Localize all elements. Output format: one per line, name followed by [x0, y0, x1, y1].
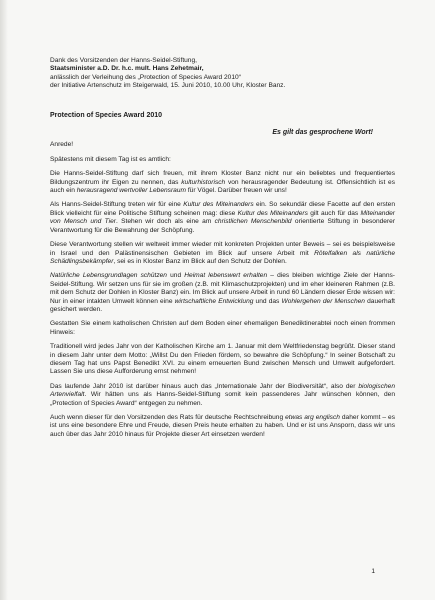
- text-span: Die Hanns-Seidel-Stiftung darf sich freuen, mit ihrem Kloster Banz nicht nur ein beliebtes und frequentiertes Bildungszentrum ihr Eigen zu nennen, das: [50, 170, 395, 186]
- header-line-2: Staatsminister a.D. Dr. h.c. mult. Hans Zehetmair,: [50, 65, 204, 73]
- italic-span: kulturhistorisch: [181, 178, 226, 186]
- text-span: . Wir hätten uns als Hanns-Seidel-Stiftung somit kein passenderes Jahr wünschen können, den „Protection of Species Award“ entgegen zu nehmen.: [50, 391, 395, 407]
- header-line-4: der Initiative Artenschutz im Steigerwald, 15. Juni 2010, 10.00 Uhr, Kloster Banz.: [50, 82, 286, 90]
- italic-span: etwas arg englisch: [285, 414, 340, 421]
- italic-span: christlichen Menschenbild: [214, 218, 292, 226]
- italic-span: wirtschaftliche Entwicklung: [174, 297, 254, 305]
- text-span: dauerhaft gesichert werden.: [50, 297, 395, 313]
- paragraph-2: [50, 170, 395, 195]
- paragraph-9: [50, 414, 395, 439]
- text-span: . Stehen wir doch als eine am: [115, 218, 215, 226]
- award-title: Protection of Species Award 2010: [50, 111, 163, 119]
- text-span: ein. So sekundär diese Facette auf den ersten Blick vielleicht für eine Politische Stiftung scheinen mag: diese: [50, 201, 395, 217]
- text-span: – dies bleiben wichtige Ziele der Hanns-Seidel-Stiftung. Wir setzen uns für sie im großen (z.B. mit Klimaschutzprojekten) und im eher kleineren Rahmen (z.B. mit dem Schutz der Dohlen in Kloster Banz) ein. Im Blick auf unsere Arbeit in rund 60 Ländern dieser Erde wissen wir: Nur in einer intakten Umwelt können eine: [50, 272, 396, 305]
- text-span: Diese Verantwortung stellen wir weltweit immer wieder mit konkreten Projekten unter Beweis – sei es beispielsweise in Israel und den Palästinensischen Gebieten im Blick auf unsere Arbeit mit: [50, 241, 395, 257]
- paragraph-1: Spätestens mit diesem Tag ist es amtlich:: [50, 155, 171, 163]
- paragraph-4: [50, 241, 395, 266]
- paragraph-7: Traditionell wird jedes Jahr von der Katholischen Kirche am 1. Januar mit dem Weltfriedenstag begrüßt. Dieser stand in diesem Jahr unter dem Motto: „Willst Du den Frieden fördern, so bewahre die Schöpfung.“ In seiner Botschaft zu diesem Tag hat uns Papst Benedikt XVI. zu einem erneuerten Bund zwischen Mensch und Umwelt aufgefordert. Lassen Sie uns diese Aufforderung ernst nehmen!: [50, 343, 395, 376]
- italic-span: Kultur des Miteinanders: [183, 201, 254, 209]
- paragraph-8: [50, 383, 395, 408]
- page-number: 1: [371, 567, 375, 575]
- text-span: daher kommt – es ist uns eine besondere Ehre und Freude, diesen Preis heute erhalten zu haben. Und er ist uns Ansporn, dass wir uns auch über das Jahr 2010 hinaus für Projekte dieser Art einsetzen werden!: [50, 414, 395, 438]
- italic-span: biologischen Artenvielfalt: [50, 382, 395, 399]
- text-span: Als Hanns-Seidel-Stiftung treten wir für eine: [50, 201, 184, 209]
- text-span: , sei es in Kloster Banz im Blick auf den Schutz der Dohlen.: [113, 257, 287, 265]
- text-span: gilt auch für das: [307, 209, 361, 217]
- text-span: Auch wenn dieser für den Vorsitzenden des Rats für deutsche Rechtschreibung: [50, 414, 286, 421]
- italic-span: Heimat lebenswert erhalten: [184, 272, 268, 280]
- letter-header: [50, 57, 395, 91]
- paragraph-6: Gestatten Sie einem katholischen Christen auf dem Boden einer ehemaligen Benediktinerabtei noch einen frommen Hinweis:: [50, 320, 395, 336]
- text-span: Das laufende Jahr 2010 ist darüber hinaus auch das „Internationale Jahr der Biodiversität“, also der: [50, 382, 359, 390]
- italic-span: Kultur des Miteinanders: [237, 209, 308, 217]
- salutation: Anrede!: [50, 141, 74, 149]
- italic-span: Natürliche Lebensgrundlagen schützen: [50, 272, 167, 280]
- text-span: orientierte Stiftung in besonderer Verantwortung für die Bewahrung der Schöpfung.: [50, 218, 396, 234]
- italic-span: Miteinander von Mensch und Tier: [50, 209, 395, 226]
- italic-span: Rötelfalken als natürliche Schädlingsbekämpfer: [50, 249, 395, 265]
- spoken-word-notice: Es gilt das gesprochene Wort!: [272, 129, 373, 137]
- italic-span: Wohlergehen der Menschen: [281, 297, 365, 305]
- text-span: für Vögel. Darüber freuen wir uns!: [186, 187, 287, 195]
- text-span: und das: [253, 297, 282, 305]
- italic-span: herausragend wertvoller Lebensraum: [76, 187, 186, 195]
- header-line-3: anlässlich der Verleihung des „Protection of Species Award 2010“: [50, 73, 241, 81]
- paragraph-5: [50, 272, 395, 314]
- text-span: von herausragender Bedeutung ist. Offensichtlich ist es auch ein: [50, 178, 395, 195]
- paragraph-3: [50, 201, 395, 235]
- text-span: und: [166, 272, 185, 280]
- header-line-1: Dank des Vorsitzenden der Hanns-Seidel-Stiftung,: [50, 57, 197, 64]
